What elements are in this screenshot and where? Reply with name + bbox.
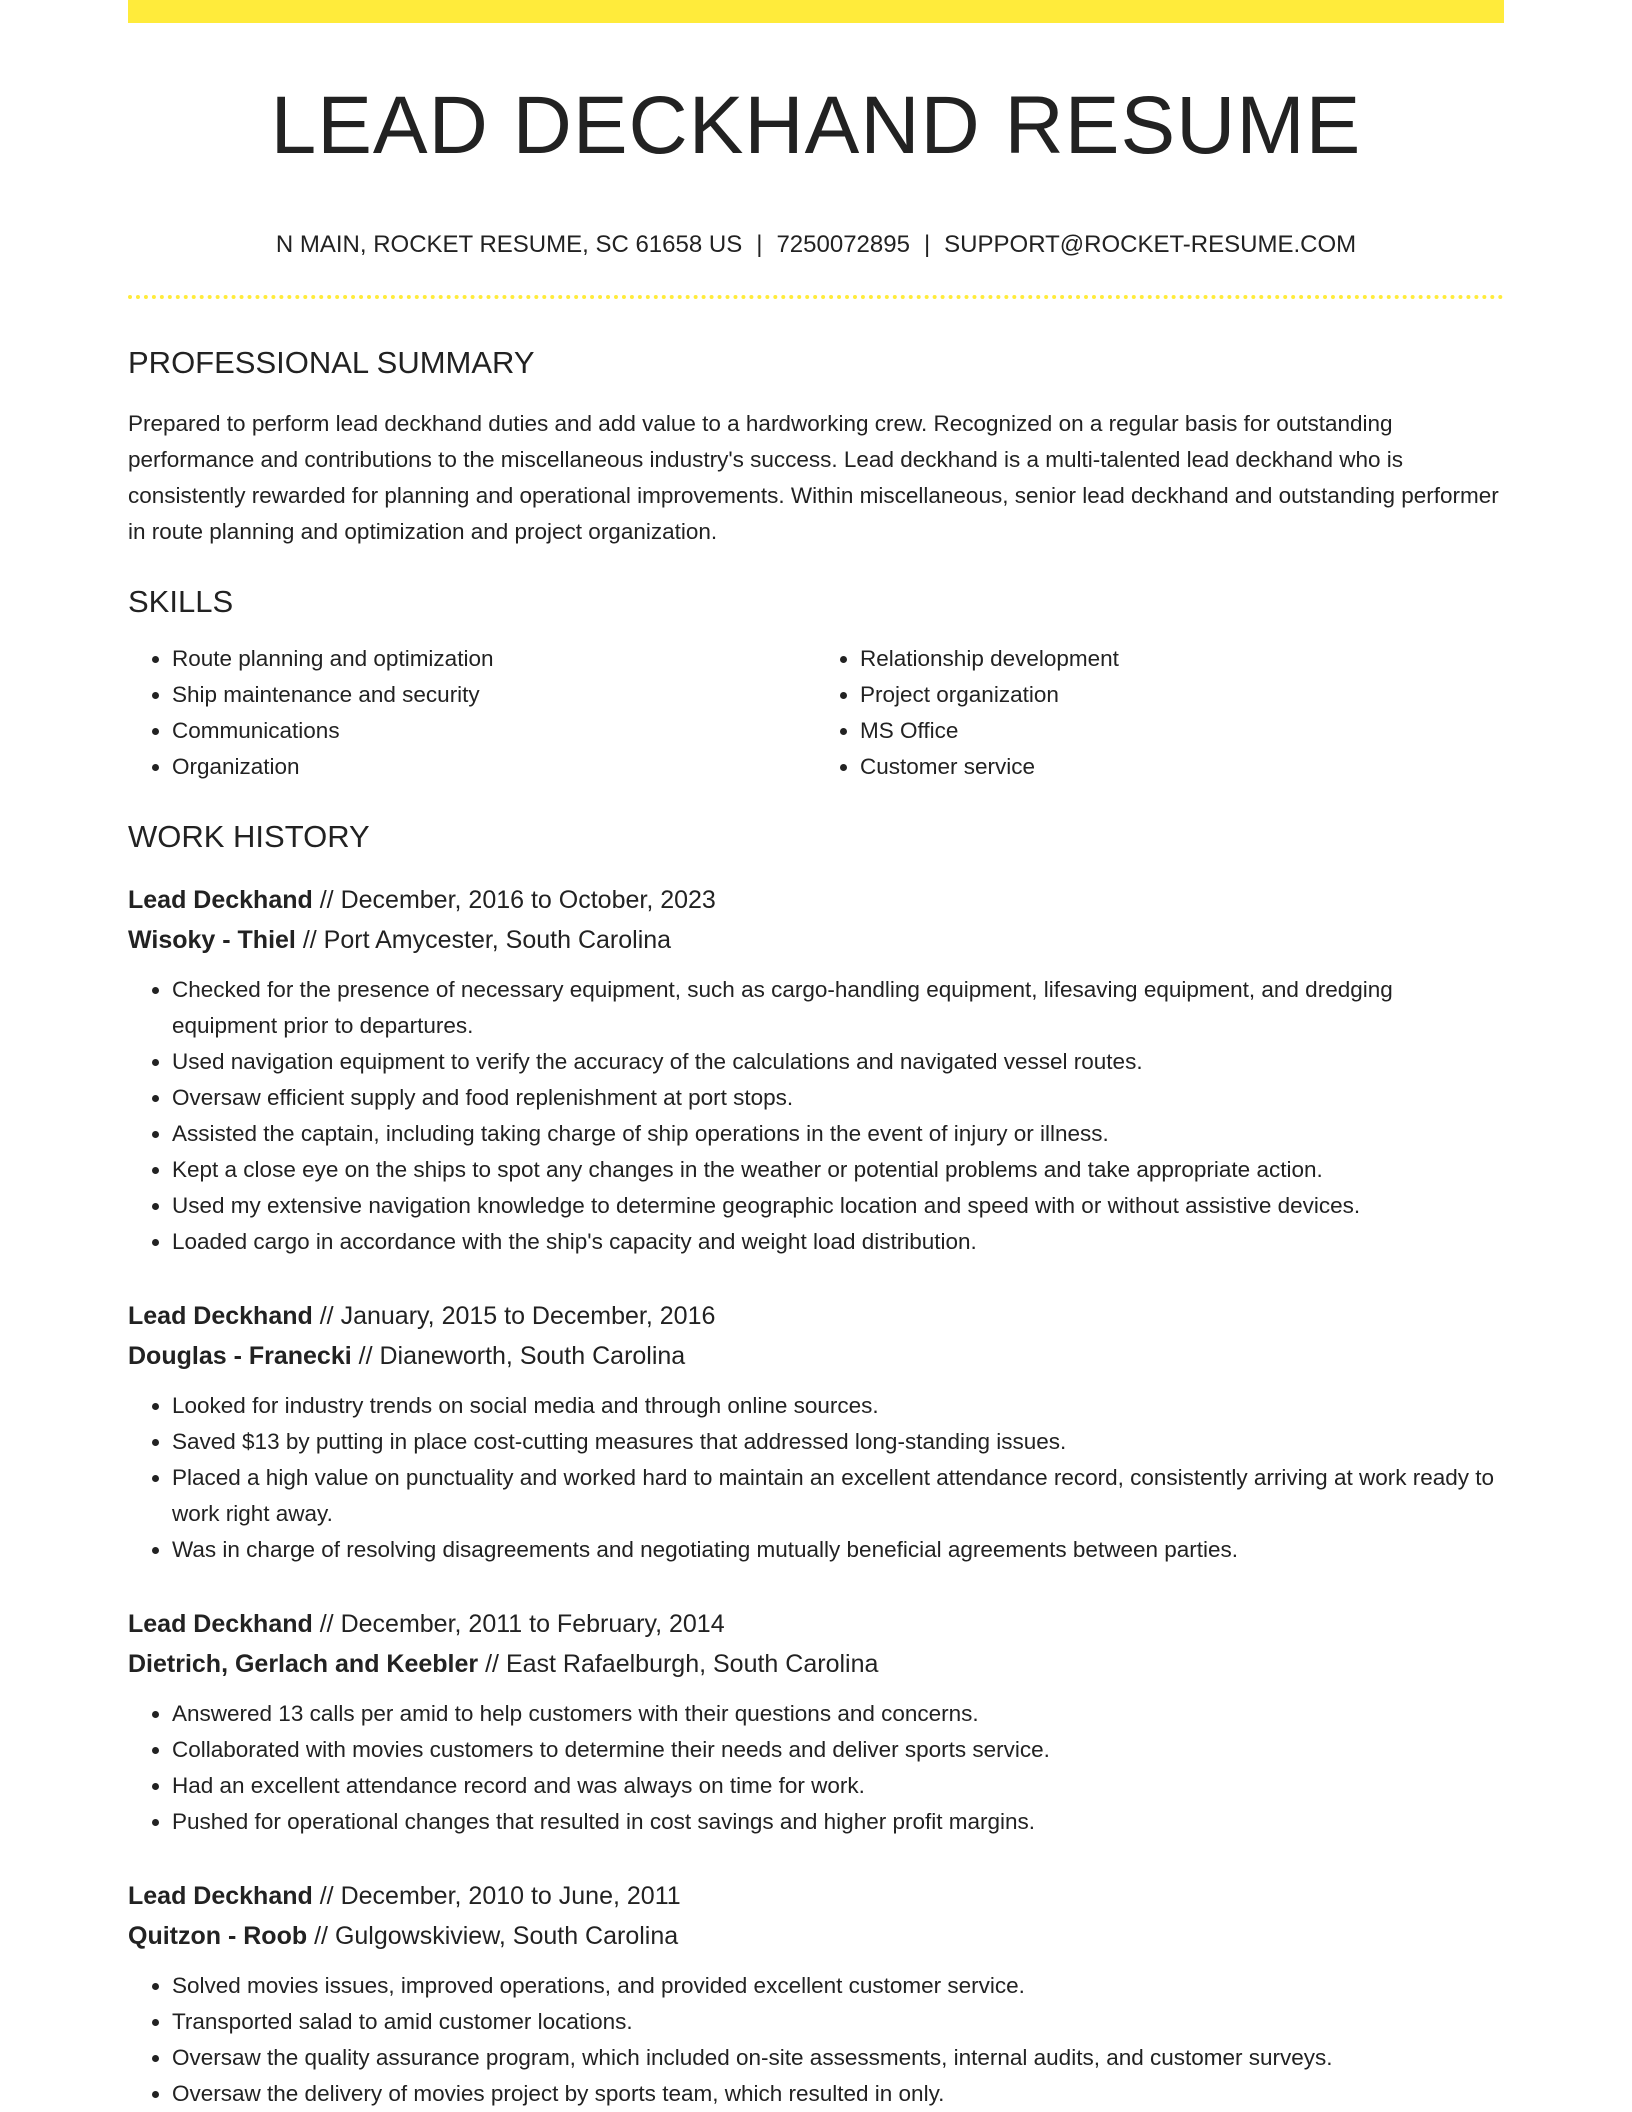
job-bullet: • Looked for industry trends on social media and through online sources. <box>172 1388 1504 1424</box>
job-entry <box>128 1604 1504 1840</box>
job-dates: December, 2016 to October, 2023 <box>340 886 716 914</box>
job-role-line <box>128 1604 1504 1644</box>
skill-item: • Route planning and optimization <box>172 641 816 677</box>
skill-item: • Ship maintenance and security <box>172 677 816 713</box>
job-location: Port Amycester, South Carolina <box>323 926 672 954</box>
job-entry <box>128 1876 1504 2112</box>
job-bullet: • Checked for the presence of necessary equipment, such as cargo-handling equipment, lifesaving equipment, and dredging equipment prior to departures. <box>172 972 1504 1044</box>
job-company-line <box>128 920 1504 960</box>
job-dates: December, 2010 to June, 2011 <box>340 1882 681 1910</box>
accent-top-bar <box>128 0 1504 23</box>
job-separator: // <box>319 1302 334 1330</box>
resume-title: LEAD DECKHAND RESUME <box>270 80 1362 171</box>
job-bullets <box>128 972 1504 1260</box>
job-company: Douglas - Franecki <box>128 1342 352 1370</box>
skill-item: • Organization <box>172 749 816 785</box>
summary-text: Prepared to perform lead deckhand duties and add value to a hardworking crew. Recognized on a regular basis for outstanding performance and contributions to the miscellaneous industry's success. Lead deckhand is a multi-talented lead deckhand who is consistently rewarded for planning and operational improvements. Within miscellaneous, senior lead deckhand and outstanding performer in route planning and optimization and project organization. <box>128 411 1499 544</box>
skills-column-left <box>128 641 816 785</box>
job-bullet: • Loaded cargo in accordance with the ship's capacity and weight load distribution. <box>172 1224 1504 1260</box>
resume-page <box>128 0 1504 2112</box>
job-separator: // <box>314 1922 328 1950</box>
job-separator: // <box>358 1342 373 1370</box>
skill-item: • MS Office <box>860 713 1504 749</box>
job-bullet: • Answered 13 calls per amid to help customers with their questions and concerns. <box>172 1696 1504 1732</box>
job-role: Lead Deckhand <box>128 1302 313 1330</box>
job-bullet: • Had an excellent attendance record and was always on time for work. <box>172 1768 1504 1804</box>
job-dates: December, 2011 to February, 2014 <box>340 1610 725 1638</box>
job-bullet: • Transported salad to amid customer locations. <box>172 2004 1504 2040</box>
skill-item: • Communications <box>172 713 816 749</box>
job-company-line <box>128 1916 1504 1956</box>
skill-item: • Relationship development <box>860 641 1504 677</box>
job-bullets <box>128 1388 1504 1568</box>
job-bullet: • Saved $13 by putting in place cost-cutting measures that addressed long-standing issues. <box>172 1424 1504 1460</box>
job-company-line <box>128 1644 1504 1684</box>
summary-heading: PROFESSIONAL SUMMARY <box>128 345 535 380</box>
job-entry <box>128 880 1504 1260</box>
job-entry <box>128 1296 1504 1568</box>
job-location: East Rafaelburgh, South Carolina <box>505 1650 879 1678</box>
job-company: Wisoky - Thiel <box>128 926 296 954</box>
job-separator: // <box>319 1882 334 1910</box>
skills-column-right <box>816 641 1504 785</box>
job-bullet: • Pushed for operational changes that resulted in cost savings and higher profit margins. <box>172 1804 1504 1840</box>
contact-email: SUPPORT@ROCKET-RESUME.COM <box>944 231 1357 258</box>
job-role-line <box>128 1876 1504 1916</box>
job-location: Gulgowskiview, South Carolina <box>334 1922 679 1950</box>
job-bullet: • Placed a high value on punctuality and worked hard to maintain an excellent attendance record, consistently arriving at work ready to work right away. <box>172 1460 1504 1532</box>
job-bullet: • Used navigation equipment to verify the accuracy of the calculations and navigated vessel routes. <box>172 1044 1504 1080</box>
contact-address: N MAIN, ROCKET RESUME, SC 61658 US <box>275 231 743 258</box>
job-bullet: • Oversaw the delivery of movies project by sports team, which resulted in only. <box>172 2076 1504 2112</box>
job-role-line <box>128 1296 1504 1336</box>
skill-item: • Project organization <box>860 677 1504 713</box>
dotted-divider <box>128 295 1504 299</box>
job-role: Lead Deckhand <box>128 1882 313 1910</box>
job-bullets <box>128 1968 1504 2112</box>
contact-line <box>128 233 1504 257</box>
job-company: Quitzon - Roob <box>128 1922 308 1950</box>
skills-list <box>128 641 1504 785</box>
job-role: Lead Deckhand <box>128 886 313 914</box>
job-bullet: • Collaborated with movies customers to determine their needs and deliver sports service. <box>172 1732 1504 1768</box>
contact-phone: 7250072895 <box>776 231 910 258</box>
work-history-heading: WORK HISTORY <box>128 819 370 854</box>
skill-item: • Customer service <box>860 749 1504 785</box>
job-bullets <box>128 1696 1504 1840</box>
job-separator: // <box>319 886 334 914</box>
job-bullet: • Was in charge of resolving disagreements and negotiating mutually beneficial agreements between parties. <box>172 1532 1504 1568</box>
job-bullet: • Oversaw the quality assurance program, which included on-site assessments, internal audits, and customer surveys. <box>172 2040 1504 2076</box>
job-separator: // <box>302 926 317 954</box>
job-bullet: • Oversaw efficient supply and food replenishment at port stops. <box>172 1080 1504 1116</box>
skills-heading: SKILLS <box>128 584 234 619</box>
contact-separator: | <box>923 231 931 258</box>
contact-separator: | <box>756 231 763 258</box>
job-role-line <box>128 880 1504 920</box>
job-separator: // <box>485 1650 499 1678</box>
job-bullet: • Used my extensive navigation knowledge to determine geographic location and speed with or without assistive devices. <box>172 1188 1504 1224</box>
job-separator: // <box>319 1610 334 1638</box>
job-dates: January, 2015 to December, 2016 <box>340 1302 716 1330</box>
job-role: Lead Deckhand <box>128 1610 313 1638</box>
job-bullet: • Kept a close eye on the ships to spot any changes in the weather or potential problems and take appropriate action. <box>172 1152 1504 1188</box>
job-company-line <box>128 1336 1504 1376</box>
job-bullet: • Solved movies issues, improved operations, and provided excellent customer service. <box>172 1968 1504 2004</box>
job-company: Dietrich, Gerlach and Keebler <box>128 1650 479 1678</box>
job-bullet: • Assisted the captain, including taking charge of ship operations in the event of injury or illness. <box>172 1116 1504 1152</box>
job-location: Dianeworth, South Carolina <box>379 1342 686 1370</box>
